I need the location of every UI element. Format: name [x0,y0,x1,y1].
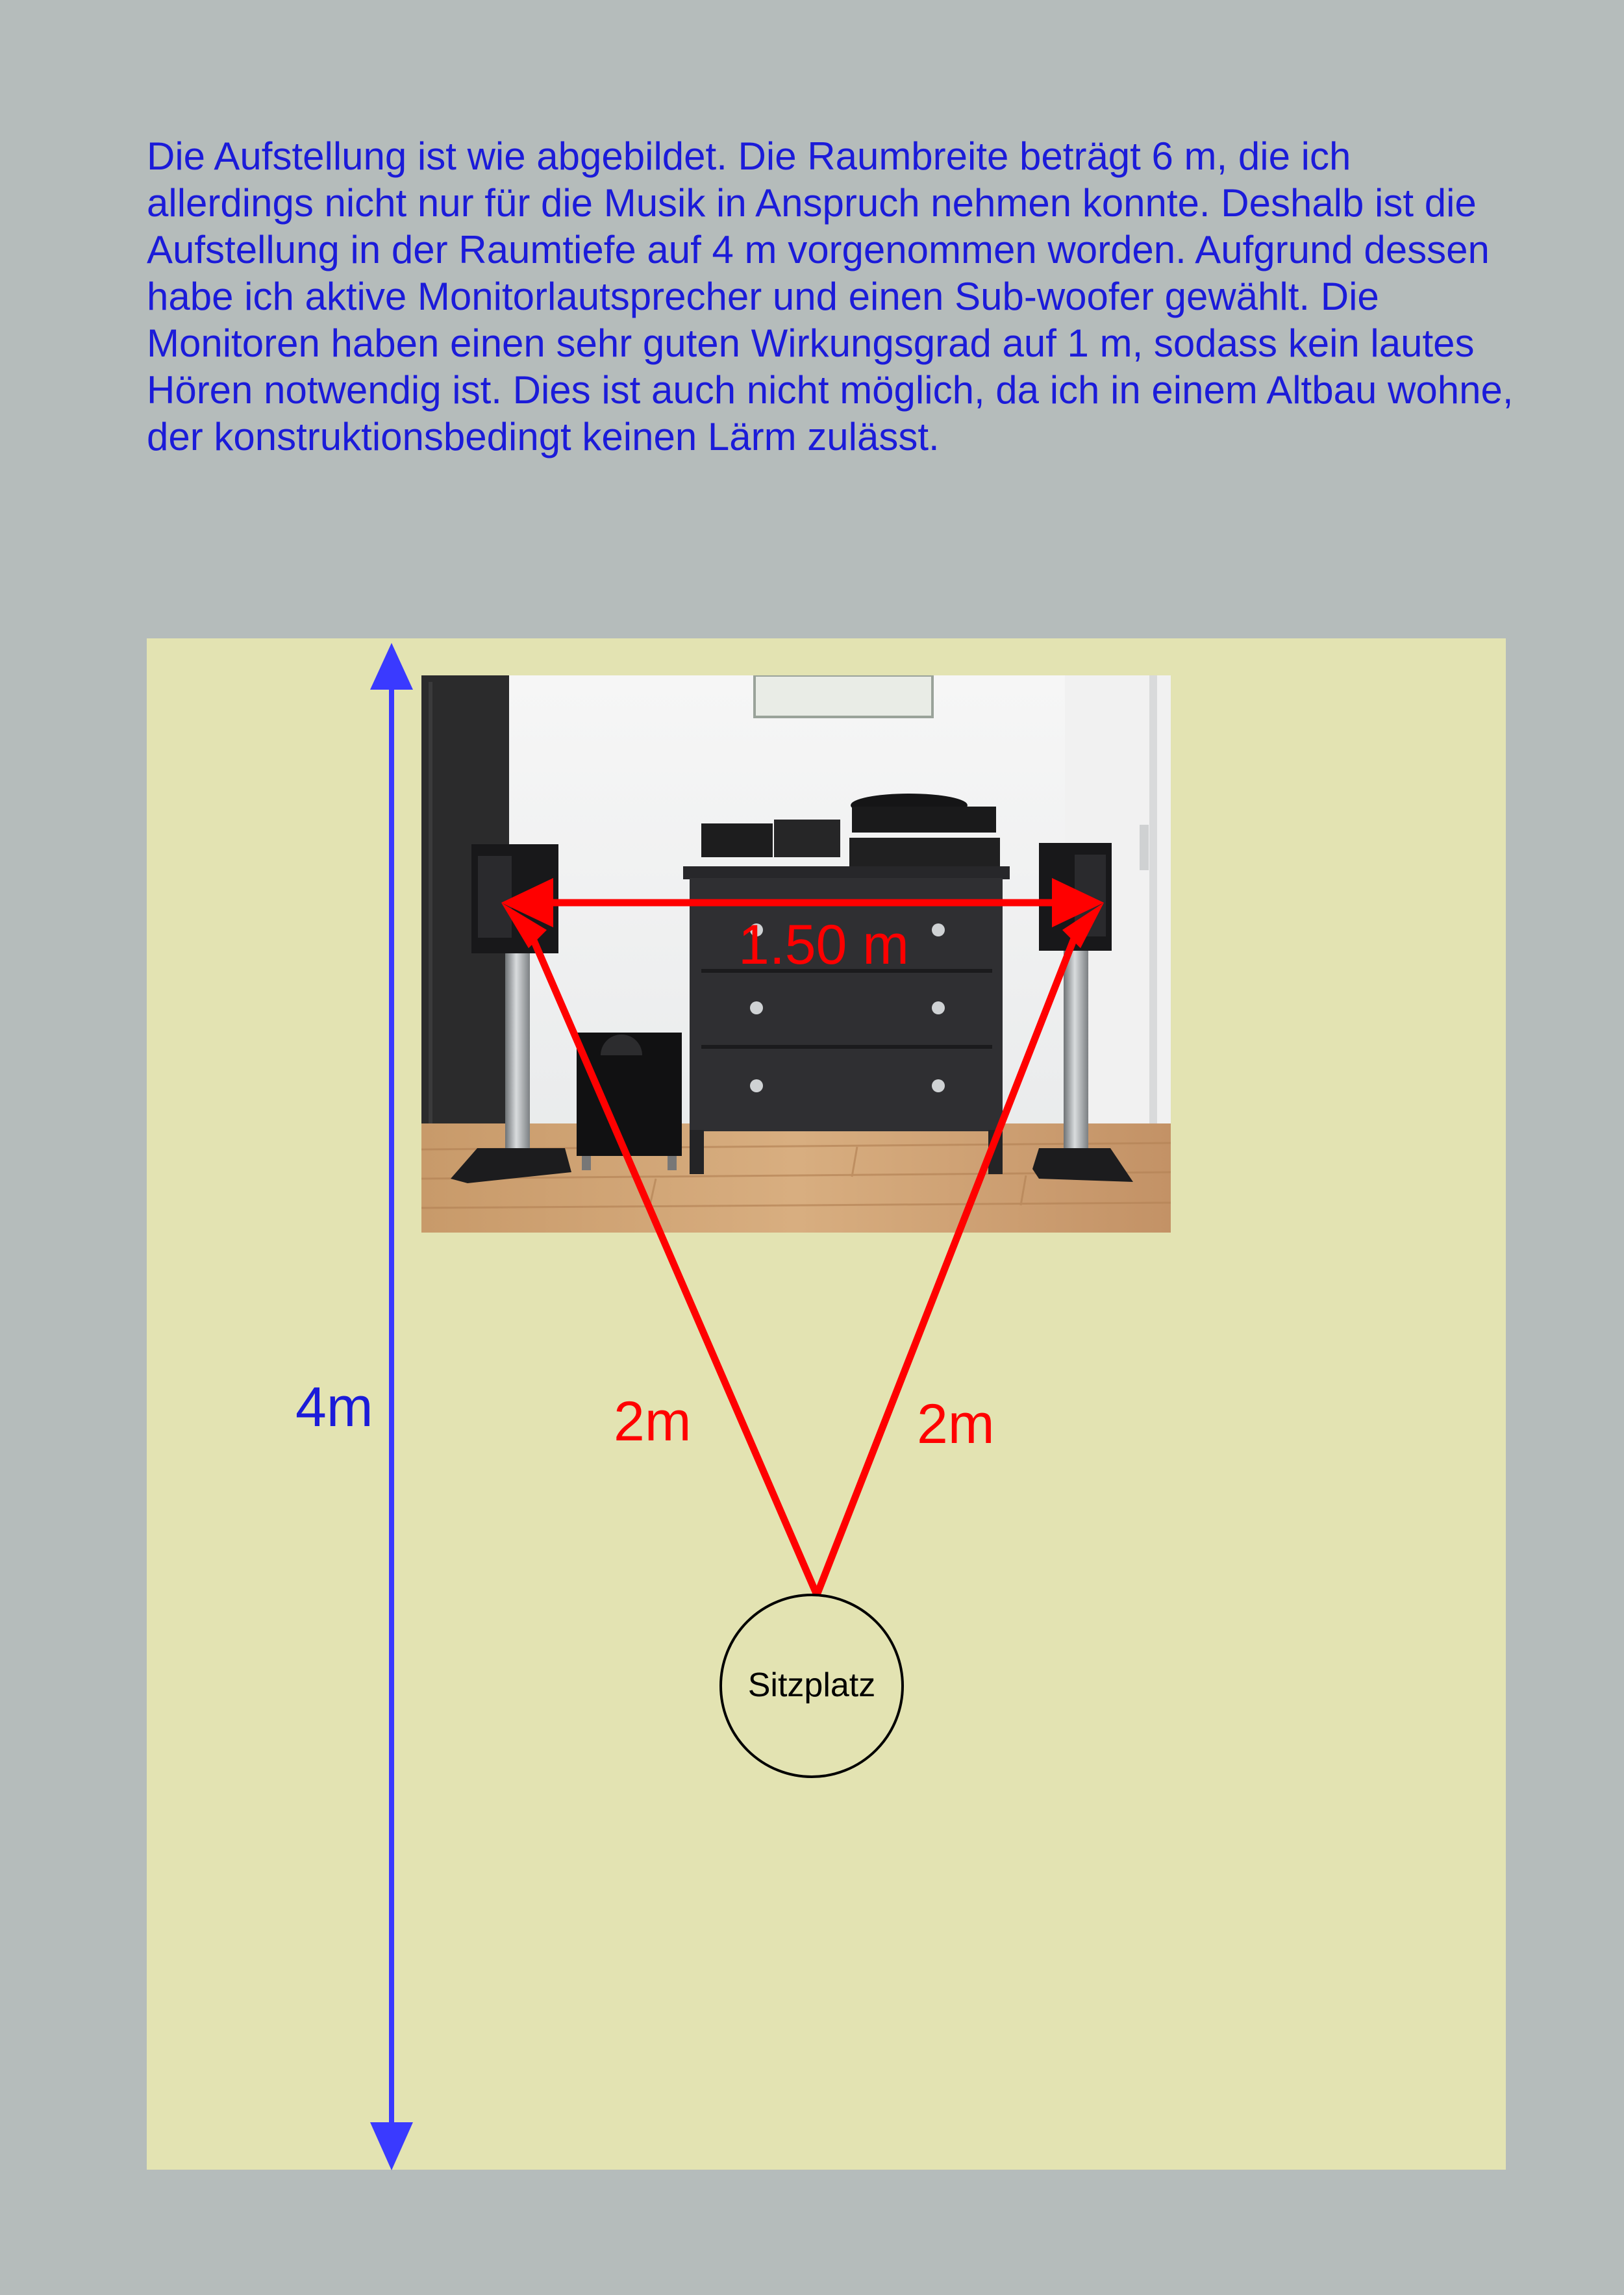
seat-label: Sitzplatz [747,1666,876,1704]
depth-arrow-head-bottom [370,2122,413,2170]
turntable-base [849,838,1000,866]
left-distance-label: 2m [614,1390,692,1453]
right-distance-label: 2m [917,1393,995,1455]
intro-paragraph: Die Aufstellung ist wie abgebildet. Die Raumbreite beträgt 6 m, die ich allerdings nicht nur für die Musik in Anspruch nehmen konnte. Deshalb ist die Aufstellung in der Raumtiefe auf 4 m vorgenommen worden. Aufgrund dessen habe ich aktive Monitorlautsprecher und einen Sub-woofer gewählt. Die Monitoren haben einen sehr guten Wirkungsgrad auf 1 m, sodass kein lautes Hören notwendig ist. Dies ist auch nicht möglich, da ich in einem Altbau wohne, der konstruktionsbedingt keinen Lärm zulässt. [147,134,1514,458]
depth-arrow [370,643,413,2170]
cd-player [774,820,840,857]
right-speaker-stand [1064,951,1088,1152]
depth-arrow-head-top [370,643,413,690]
dresser-top [683,866,1010,879]
speaker-spacing-label: 1.50 m [738,914,909,976]
amplifier [701,823,773,857]
wall-picture [755,675,932,717]
left-speaker-stand [505,953,530,1148]
depth-label: 4m [295,1376,373,1438]
